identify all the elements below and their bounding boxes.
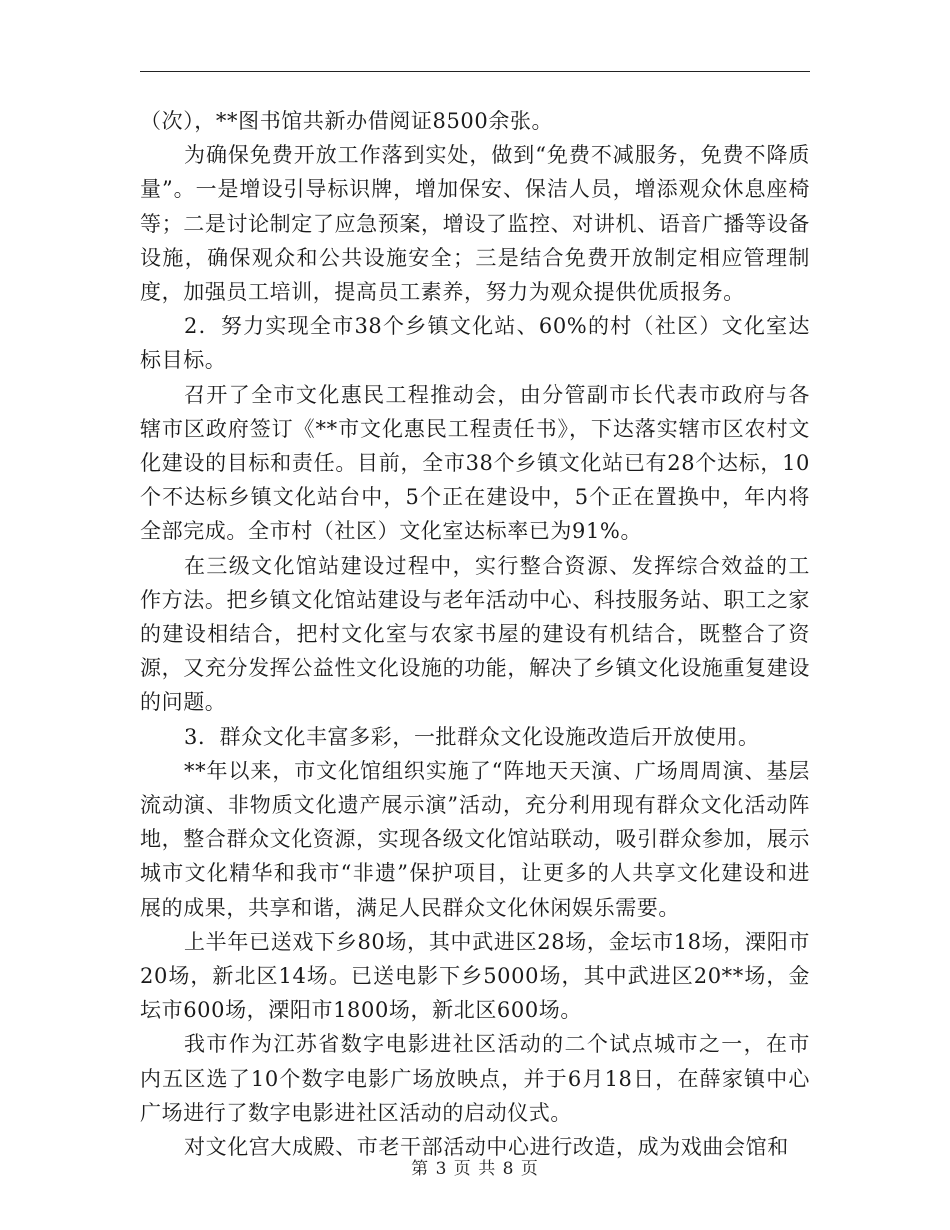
paragraph: 我市作为江苏省数字电影进社区活动的二个试点城市之一，在市内五区选了10个数字电影广场放映点，并于6月18日，在薛家镇中心广场进行了数字电影进社区活动的启动仪式。 [140, 1032, 810, 1125]
section-heading: 3．群众文化丰富多彩，一批群众文化设施改造后开放使用。 [184, 724, 760, 749]
paragraph: 在三级文化馆站建设过程中，实行整合资源、发挥综合效益的工作方法。把乡镇文化馆站建设与老年活动中心、科技服务站、职工之家的建设相结合，把村文化室与农家书屋的建设有机结合，既整合了资源，又充分发挥公益性文化设施的功能，解决了乡镇文化设施重复建设的问题。 [140, 553, 810, 715]
paragraph: 上半年已送戏下乡80场，其中武进区28场，金坛市18场，溧阳市20场，新北区14场。已送电影下乡5000场，其中武进区20**场，金坛市600场，溧阳市1800场，新北区600场。 [140, 929, 810, 1023]
section-heading: 2．努力实现全市38个乡镇文化站、60%的村（社区）文化室达标目标。 [140, 314, 810, 373]
paragraph: 为确保免费开放工作落到实处，做到“免费不减服务，免费不降质量”。一是增设引导标识牌，增加保安、保洁人员，增添观众休息座椅等；二是讨论制定了应急预案，增设了监控、对讲机、语音广播等设备设施，确保观众和公共设施安全；三是结合免费开放制定相应管理制度，加强员工培训，提高员工素养，努力为观众提供优质报务。 [140, 143, 810, 305]
document-body [140, 104, 810, 1164]
page-number: 第 3 页 共 8 页 [411, 1159, 539, 1179]
paragraph: 召开了全市文化惠民工程推动会，由分管副市长代表市政府与各辖市区政府签订《**市文化惠民工程责任书》，下达落实辖市区农村文化建设的目标和责任。目前，全市38个乡镇文化站已有28个达标，10个不达标乡镇文化站台中，5个正在建设中，5个正在置换中，年内将全部完成。全市村（社区）文化室达标率已为91%。 [140, 382, 810, 544]
header-rule [140, 71, 810, 72]
paragraph: （次），**图书馆共新办借阅证8500余张。 [140, 109, 554, 133]
page-footer [0, 1154, 950, 1179]
paragraph: 对文化宫大成殿、市老干部活动中心进行改造，成为戏曲会馆和 [184, 1135, 789, 1160]
paragraph: **年以来，市文化馆组织实施了“阵地天天演、广场周周演、基层流动演、非物质文化遗产展示演”活动，充分利用现有群众文化活动阵地，整合群众文化资源，实现各级文化馆站联动，吸引群众参加，展示城市文化精华和我市“非遗”保护项目，让更多的人共享文化建设和进展的成果，共享和谐，满足人民群众文化休闲娱乐需要。 [140, 758, 810, 920]
